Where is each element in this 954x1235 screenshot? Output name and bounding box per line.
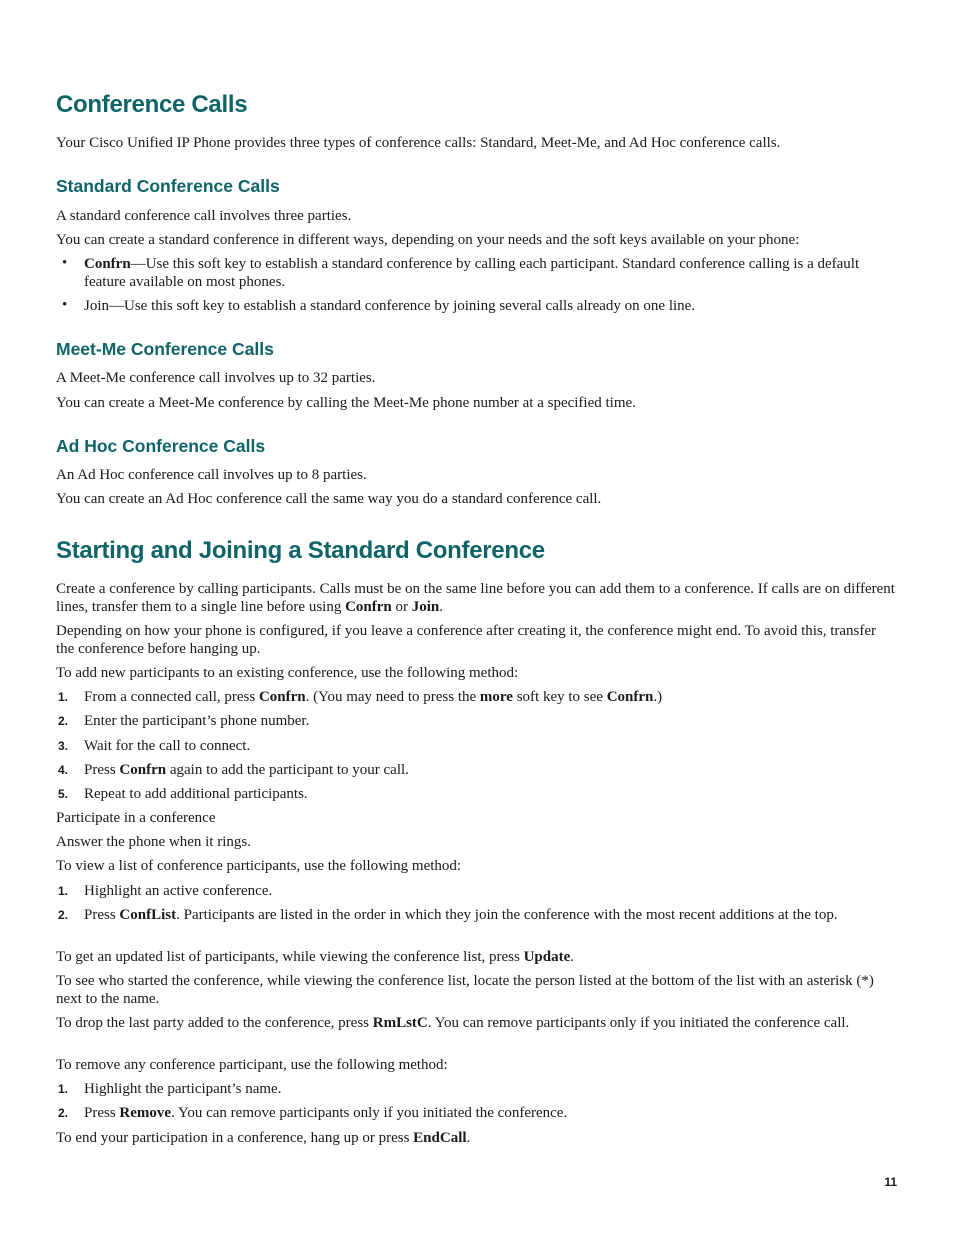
softkey-confrn: Confrn (84, 256, 131, 272)
adhoc-p2: You can create an Ad Hoc conference call the same way you do a standard conference call. (56, 491, 602, 507)
bullet-confrn: Confrn—Use this soft key to establish a standard conference by calling each participant. Standard conference calling is a default feature available on most phones. (84, 256, 860, 290)
bullet-icon: • (62, 297, 68, 313)
step-number: 5. (58, 787, 69, 801)
view-step-1: Highlight an active conference. (84, 883, 273, 899)
step-number: 2. (58, 714, 69, 728)
standard-p1: A standard conference call involves three parties. (56, 208, 352, 224)
sec2-p5: Answer the phone when it rings. (56, 834, 251, 850)
sec2-p3: To add new participants to an existing conference, use the following method: (56, 665, 519, 681)
sec2-p11: To end your participation in a conference, hang up or press EndCall. (56, 1130, 471, 1146)
meetme-p2: You can create a Meet-Me conference by calling the Meet-Me phone number at a specified time. (56, 395, 636, 411)
page-number: 11 (884, 1175, 897, 1189)
remove-step-1: Highlight the participant’s name. (84, 1081, 282, 1097)
meetme-p1: A Meet-Me conference call involves up to 32 parties. (56, 370, 376, 386)
heading-standard-conference: Standard Conference Calls (56, 176, 280, 196)
sec2-p10: To remove any conference participant, use the following method: (56, 1057, 448, 1073)
heading-conference-calls: Conference Calls (56, 91, 248, 118)
step-number: 4. (58, 763, 69, 777)
heading-adhoc-conference: Ad Hoc Conference Calls (56, 436, 266, 456)
view-step-2: Press ConfList. Participants are listed in the order in which they join the conference with the most recent additions at the top. (84, 907, 838, 923)
sec2-p6: To view a list of conference participants, use the following method: (56, 858, 462, 874)
sec2-p2: Depending on how your phone is configured, if you leave a conference after creating it, the conference might end. To avoid this, transfer the conference before hanging up. (56, 623, 877, 657)
add-step-3: Wait for the call to connect. (84, 738, 251, 754)
add-step-4: Press Confrn again to add the participant to your call. (84, 762, 409, 778)
sec2-p7: To get an updated list of participants, while viewing the conference list, press Update. (56, 949, 574, 965)
step-number: 2. (58, 1106, 69, 1120)
heading-meetme-conference: Meet-Me Conference Calls (56, 339, 274, 359)
bullet-join: Join—Use this soft key to establish a standard conference by joining several calls already on one line. (84, 298, 696, 314)
standard-p2: You can create a standard conference in different ways, depending on your needs and the soft keys available on your phone: (56, 232, 800, 248)
sec2-p1: Create a conference by calling participants. Calls must be on the same line before you can add them to a conference. If calls are on different lines, transfer them to a single line before using Confrn or Join. (56, 581, 895, 615)
step-number: 1. (58, 1082, 69, 1096)
step-number: 3. (58, 739, 69, 753)
add-step-1: From a connected call, press Confrn. (You may need to press the more soft key to see Confrn.) (84, 689, 663, 705)
sec2-p8: To see who started the conference, while viewing the conference list, locate the person listed at the bottom of the list with an asterisk (*) next to the name. (56, 973, 874, 1007)
sec2-p4: Participate in a conference (56, 810, 216, 826)
intro-paragraph: Your Cisco Unified IP Phone provides three types of conference calls: Standard, Meet-Me, and Ad Hoc conference calls. (56, 135, 781, 151)
adhoc-p1: An Ad Hoc conference call involves up to 8 parties. (56, 467, 367, 483)
step-number: 1. (58, 884, 69, 898)
remove-step-2: Press Remove. You can remove participants only if you initiated the conference. (84, 1105, 568, 1121)
bullet-icon: • (62, 255, 68, 271)
step-number: 2. (58, 908, 69, 922)
heading-starting-joining: Starting and Joining a Standard Conference (56, 537, 545, 564)
sec2-p9: To drop the last party added to the conference, press RmLstC. You can remove participants only if you initiated the conference call. (56, 1015, 850, 1031)
add-step-5: Repeat to add additional participants. (84, 786, 308, 802)
step-number: 1. (58, 690, 69, 704)
add-step-2: Enter the participant’s phone number. (84, 713, 310, 729)
